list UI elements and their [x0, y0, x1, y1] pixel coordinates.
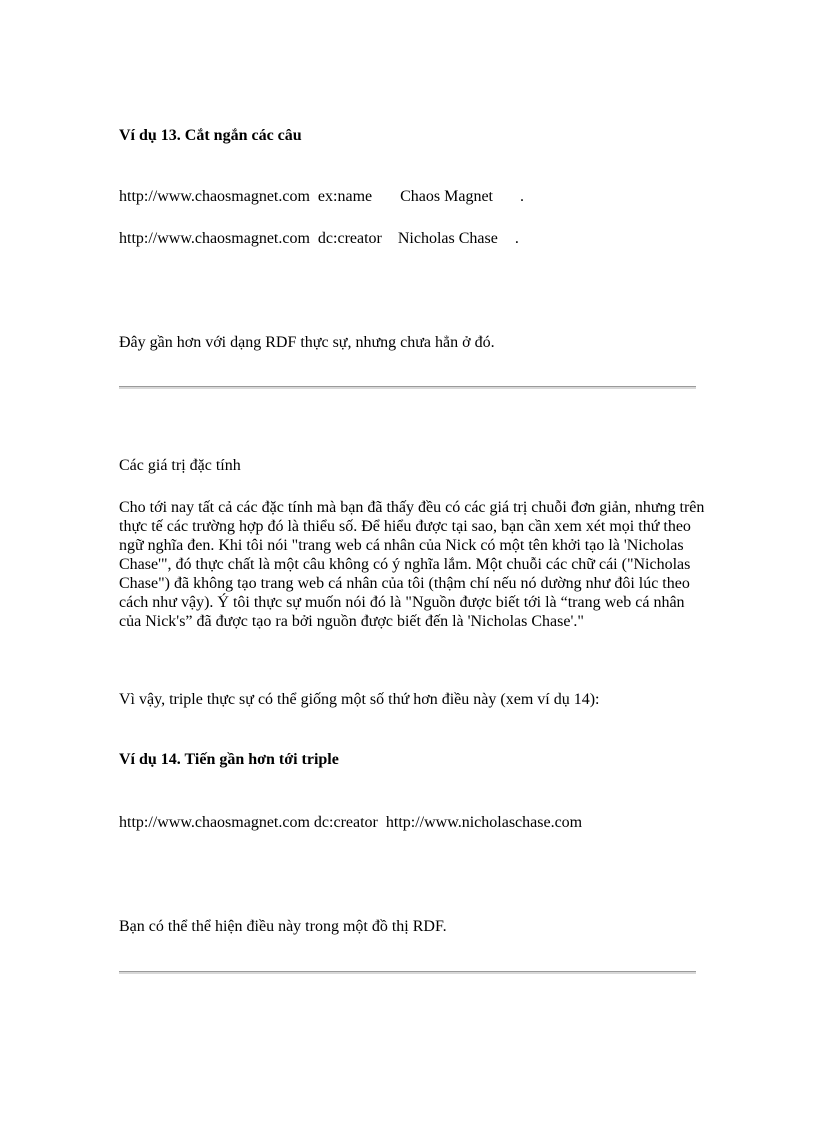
- triple-subject: http://www.chaosmagnet.com: [119, 230, 310, 247]
- triple-predicate: ex:name: [317, 188, 373, 205]
- followup-paragraph: Vì vậy, triple thực sự có thể giống một số thứ hơn điều này (xem ví dụ 14):: [119, 691, 600, 708]
- body-paragraph: Cho tới nay tất cả các đặc tính mà bạn đã thấy đều có các giá trị chuỗi đơn giản, nhưng trên thực tế các trường hợp đó là thiểu số. Để hiểu được tại sao, bạn cần xem xét mọi thứ theo ngữ nghĩa đen. Khi tôi nói "trang web cá nhân của Nick có một tên khởi tạo là 'Nicholas Chase'", đó thực chất là một câu không có ý nghĩa lắm. Một chuỗi các chữ cái ("Nicholas Chase") đã không tạo trang web cá nhân của tôi (thậm chí nếu nó dường như đôi lúc theo cách như vậy). Ý tôi thực sự muốn nói đó là "Nguồn được biết tới là “trang web cá nhân của Nick's” đã được tạo ra bởi nguồn được biết đến là 'Nicholas Chase'.": [119, 499, 705, 630]
- triple-end: .: [520, 188, 524, 205]
- example-13-heading: Ví dụ 13. Cắt ngắn các câu: [119, 127, 302, 144]
- example-13-triple-2: [119, 229, 519, 249]
- example-14-note: Bạn có thể thể hiện điều này trong một đồ thị RDF.: [119, 918, 447, 935]
- example-13-triple-1: [119, 187, 524, 207]
- example-13-note: Đây gần hơn với dạng RDF thực sự, nhưng chưa hẳn ở đó.: [119, 334, 495, 351]
- triple-predicate: dc:creator: [313, 814, 378, 831]
- triple-end: .: [514, 230, 519, 247]
- example-14-heading: Ví dụ 14. Tiến gần hơn tới triple: [119, 751, 339, 768]
- horizontal-rule: [119, 971, 696, 974]
- triple-object: http://www.nicholaschase.com: [385, 814, 583, 831]
- triple-subject: http://www.chaosmagnet.com: [119, 188, 310, 205]
- triple-object: Chaos Magnet: [400, 188, 493, 205]
- horizontal-rule: [119, 386, 696, 389]
- section-title: Các giá trị đặc tính: [119, 457, 241, 474]
- example-14-triple: [119, 813, 582, 833]
- triple-predicate: dc:creator: [317, 230, 382, 247]
- triple-subject: http://www.chaosmagnet.com: [119, 814, 310, 831]
- triple-object: Nicholas Chase: [397, 230, 498, 247]
